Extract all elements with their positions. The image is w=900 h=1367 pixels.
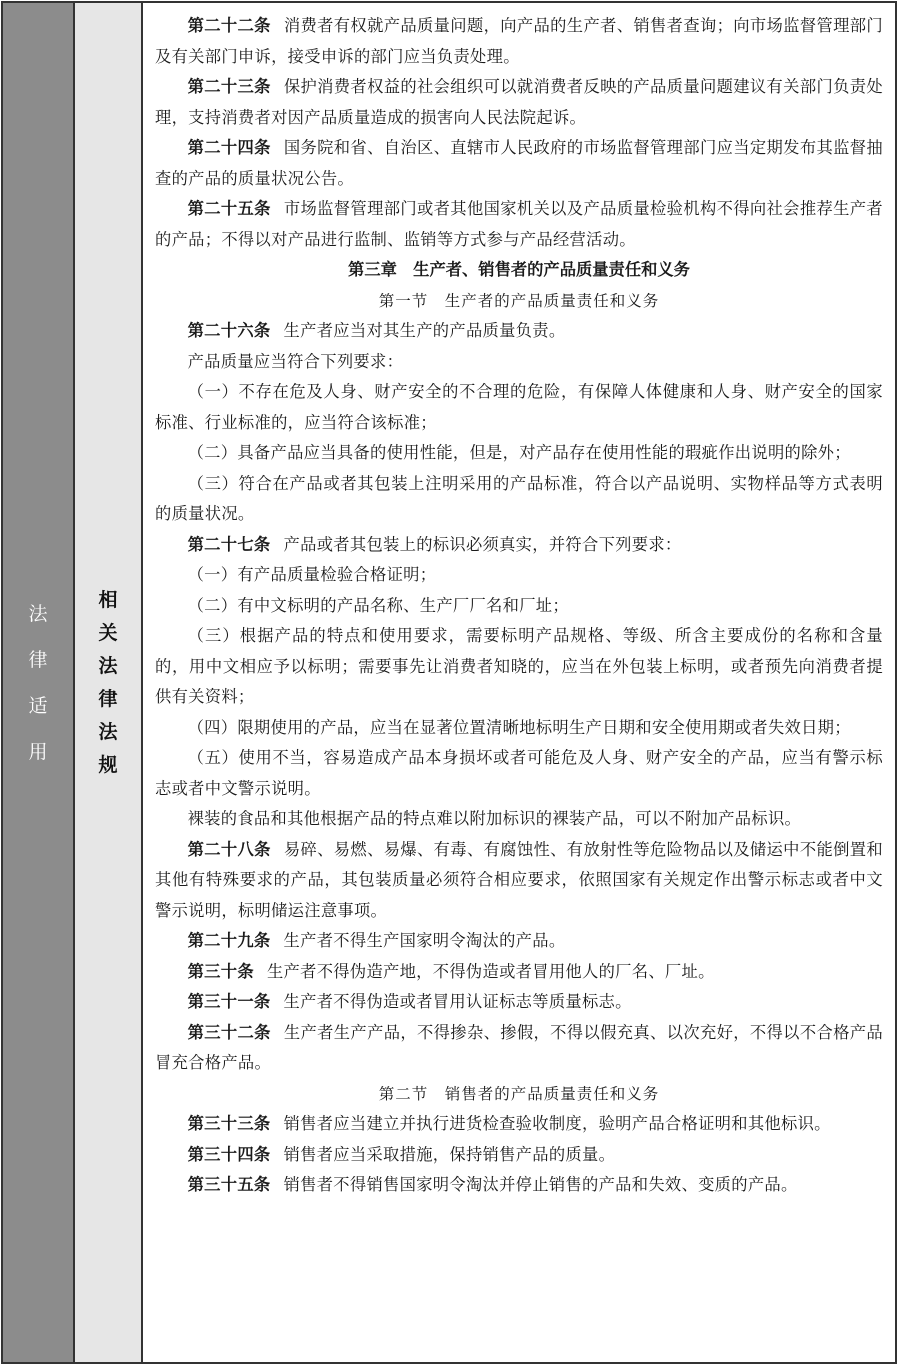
article-text: 销售者应当建立并执行进货检查验收制度，验明产品合格证明和其他标识。 xyxy=(283,1114,831,1133)
subcategory-label-char: 关 xyxy=(98,621,118,644)
article-number: 第三十三条 xyxy=(187,1114,271,1133)
section-heading: 第一节 生产者的产品质量责任和义务 xyxy=(378,291,660,310)
clause-paragraph: （四）限期使用的产品，应当在显著位置清晰地标明生产日期和安全使用期或者失效日期； xyxy=(187,717,851,737)
clause-paragraph: （五）使用不当，容易造成产品本身损坏或者可能危及人身、财产安全的产品，应当有警示标志或者中文警示说明。 xyxy=(155,748,883,798)
article-text: 市场监督管理部门或者其他国家机关以及产品质量检验机构不得向社会推荐生产者的产品；不得以对产品进行监制、监销等方式参与产品经营活动。 xyxy=(155,199,883,249)
article-number: 第三十条 xyxy=(187,961,254,981)
article-text: 生产者不得伪造产地，不得伪造或者冒用他人的厂名、厂址。 xyxy=(266,961,715,981)
article-paragraph xyxy=(155,530,883,561)
category-label xyxy=(28,591,47,775)
article-text: 生产者不得伪造或者冒用认证标志等质量标志。 xyxy=(283,992,632,1011)
article-paragraph xyxy=(155,72,883,133)
article-text: 保护消费者权益的社会组织可以就消费者反映的产品质量问题建议有关部门负责处理，支持消费者对因产品质量造成的损害向人民法院起诉。 xyxy=(155,77,883,127)
clause-paragraph: （二）具备产品应当具备的使用性能，但是，对产品存在使用性能的瑕疵作出说明的除外； xyxy=(187,443,851,462)
subcategory-label-char: 法 xyxy=(98,720,118,743)
article-number: 第二十五条 xyxy=(187,199,271,218)
document-table xyxy=(1,1,897,1364)
article-number: 第二十四条 xyxy=(187,138,271,157)
category-label-char: 适 xyxy=(28,694,48,717)
article-number: 第三十一条 xyxy=(187,992,271,1011)
article-paragraph xyxy=(155,11,883,72)
article-paragraph xyxy=(155,1018,883,1079)
article-number: 第三十四条 xyxy=(187,1144,271,1164)
subcategory-column xyxy=(75,3,143,1362)
article-text: 销售者不得销售国家明令淘汰并停止销售的产品和失效、变质的产品。 xyxy=(283,1175,798,1194)
section-heading: 第二节 销售者的产品质量责任和义务 xyxy=(378,1084,660,1103)
clause-paragraph: （一）不存在危及人身、财产安全的不合理的危险，有保障人体健康和人身、财产安全的国家标准、行业标准的，应当符合该标准； xyxy=(155,382,883,432)
article-paragraph xyxy=(155,957,883,988)
article-text: 生产者生产产品，不得掺杂、掺假，不得以假充真、以次充好，不得以不合格产品冒充合格产品。 xyxy=(155,1022,883,1072)
article-paragraph xyxy=(155,1170,883,1201)
category-column xyxy=(3,3,75,1362)
article-paragraph xyxy=(155,1109,883,1140)
article-paragraph xyxy=(155,987,883,1018)
article-paragraph xyxy=(155,926,883,957)
subcategory-label-char: 法 xyxy=(98,654,118,677)
article-text: 生产者不得生产国家明令淘汰的产品。 xyxy=(283,931,566,950)
chapter-heading: 第三章 生产者、销售者的产品质量责任和义务 xyxy=(348,260,690,279)
clause-paragraph: （三）符合在产品或者其包装上注明采用的产品标准，符合以产品说明、实物样品等方式表明的质量状况。 xyxy=(155,473,883,523)
subcategory-label-char: 律 xyxy=(98,687,118,710)
clause-paragraph: 裸装的食品和其他根据产品的特点难以附加标识的裸装产品，可以不附加产品标识。 xyxy=(187,809,802,828)
subcategory-label xyxy=(98,584,117,782)
clause-paragraph: （三）根据产品的特点和使用要求，需要标明产品规格、等级、所含主要成份的名称和含量的，用中文相应予以标明；需要事先让消费者知晓的，应当在外包装上标明，或者预先向消费者提供有关资料； xyxy=(155,626,883,706)
article-paragraph xyxy=(155,194,883,255)
law-text-body xyxy=(143,3,895,1362)
article-number: 第二十八条 xyxy=(187,839,271,859)
article-number: 第二十七条 xyxy=(187,534,271,554)
article-text: 消费者有权就产品质量问题，向产品的生产者、销售者查询；向市场监督管理部门及有关部门申诉，接受申诉的部门应当负责处理。 xyxy=(155,16,883,66)
article-text: 销售者应当采取措施，保持销售产品的质量。 xyxy=(283,1144,616,1164)
article-number: 第三十五条 xyxy=(187,1175,271,1194)
article-text: 易碎、易燃、易爆、有毒、有腐蚀性、有放射性等危险物品以及储运中不能倒置和其他有特殊要求的产品，其包装质量必须符合相应要求，依照国家有关规定作出警示标志或者中文警示说明，标明储运注意事项。 xyxy=(155,839,883,920)
subcategory-label-char: 规 xyxy=(98,753,118,776)
article-number: 第二十二条 xyxy=(187,16,271,35)
clause-paragraph: （一）有产品质量检验合格证明； xyxy=(187,565,437,584)
category-label-char: 律 xyxy=(28,648,48,671)
article-text: 产品或者其包装上的标识必须真实，并符合下列要求： xyxy=(283,534,682,554)
article-paragraph xyxy=(155,133,883,194)
article-number: 第二十九条 xyxy=(187,931,271,950)
article-number: 第二十六条 xyxy=(187,321,271,340)
category-label-char: 法 xyxy=(28,602,48,625)
category-label-char: 用 xyxy=(28,740,48,763)
article-text: 生产者应当对其生产的产品质量负责。 xyxy=(283,321,566,340)
clause-paragraph: （二）有中文标明的产品名称、生产厂厂名和厂址； xyxy=(187,595,569,615)
article-paragraph xyxy=(155,316,883,347)
subcategory-label-char: 相 xyxy=(98,588,118,611)
article-paragraph xyxy=(155,1140,883,1171)
article-number: 第三十二条 xyxy=(187,1022,271,1042)
article-paragraph xyxy=(155,835,883,927)
clause-paragraph: 产品质量应当符合下列要求： xyxy=(187,351,404,371)
article-text: 国务院和省、自治区、直辖市人民政府的市场监督管理部门应当定期发布其监督抽查的产品的质量状况公告。 xyxy=(155,138,883,188)
article-number: 第二十三条 xyxy=(187,77,271,96)
